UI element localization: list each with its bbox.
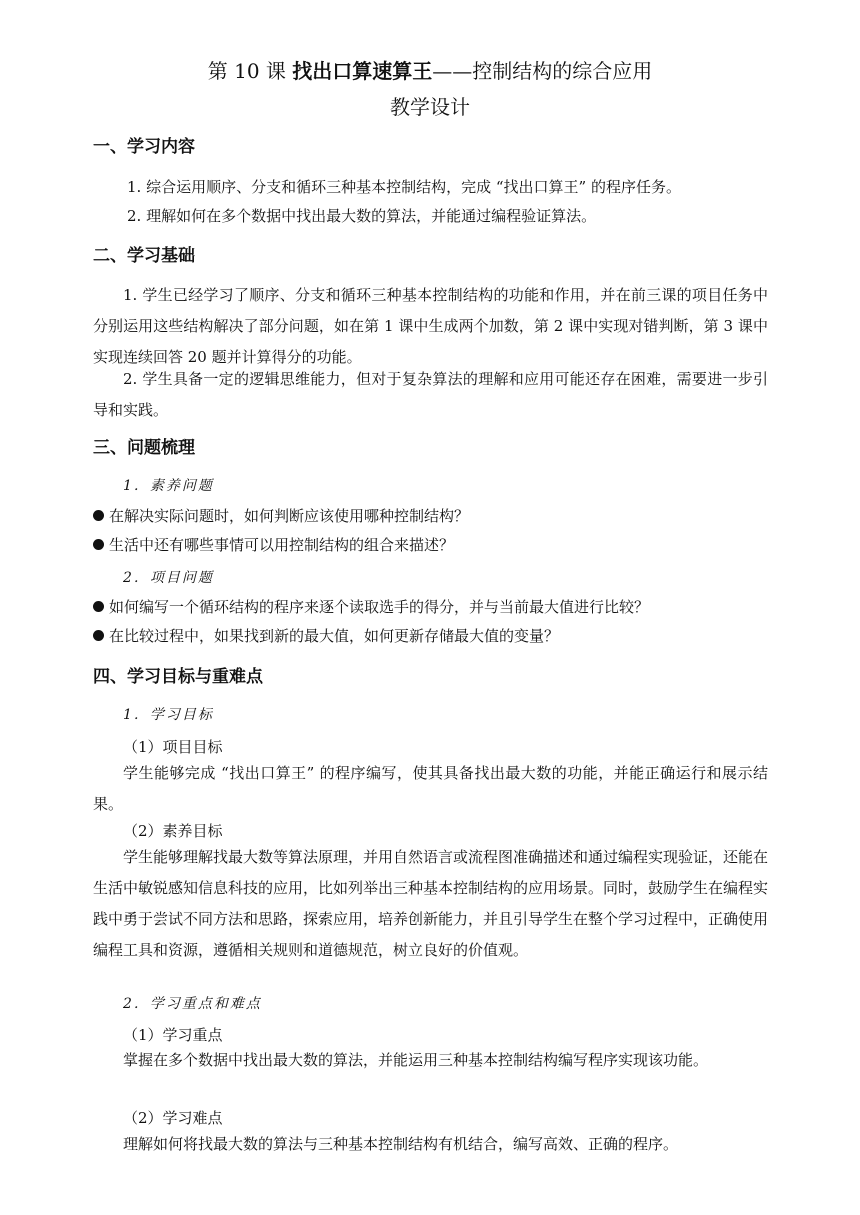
subheading: 2．项目问题: [123, 570, 214, 586]
section-heading-1: 一、学习内容: [93, 137, 195, 157]
subheading: 1．学习目标: [123, 707, 214, 723]
paragraph: 学生能够理解找最大数等算法原理，并用自然语言或流程图准确描述和通过编程实现验证，还能在生活中敏锐感知信息科技的应用，比如列举出三种基本控制结构的应用场景。同时，鼓励学生在编程实践中勇于尝试不同方法和思路，探索应用，培养创新能力，并且引导学生在整个学习过程中，正确使用编程工具和资源，遵循相关规则和道德规范，树立良好的价值观。: [93, 848, 769, 959]
bullet-item: 生活中还有哪些事情可以用控制结构的组合来描述？: [93, 532, 454, 558]
bullet-item: 在比较过程中，如果找到新的最大值，如何更新存储最大值的变量？: [93, 623, 559, 649]
bullet-icon: [93, 630, 104, 641]
bullet-item: 如何编写一个循环结构的程序来逐个读取选手的得分，并与当前最大值进行比较？: [93, 594, 649, 620]
page-title: [0, 56, 860, 86]
bullet-icon: [93, 601, 104, 612]
title-suffix: ——控制结构的综合应用: [432, 59, 653, 83]
goal-label: （2）素养目标: [123, 822, 223, 840]
page-subtitle: 教学设计: [390, 95, 470, 119]
subheading: 1．素养问题: [123, 478, 214, 494]
bullet-icon: [93, 539, 104, 550]
paragraph: 2. 学生具备一定的逻辑思维能力，但对于复杂算法的理解和应用可能还存在困难，需要进一步引导和实践。: [93, 370, 768, 419]
list-item: 2. 理解如何在多个数据中找出最大数的算法，并能通过编程验证算法。: [127, 207, 597, 225]
paragraph: 理解如何将找最大数的算法与三种基本控制结构有机结合，编写高效、正确的程序。: [123, 1135, 679, 1153]
bullet-icon: [93, 510, 104, 521]
section-heading-4: 四、学习目标与重难点: [93, 667, 263, 687]
section-heading-3: 三、问题梳理: [93, 438, 195, 458]
subheading: 2．学习重点和难点: [123, 996, 262, 1012]
title-strong: 找出口算速算王: [292, 59, 433, 83]
section-heading-2: 二、学习基础: [93, 246, 195, 266]
paragraph: 1. 学生已经学习了顺序、分支和循环三种基本控制结构的功能和作用，并在前三课的项目任务中分别运用这些结构解决了部分问题，如在第 1 课中生成两个加数，第 2 课中实现对错判断，第 3 课中实现连续回答 20 题并计算得分的功能。: [93, 286, 768, 366]
goal-label: （1）项目目标: [123, 738, 223, 756]
bullet-item: 在解决实际问题时，如何判断应该使用哪种控制结构？: [93, 503, 469, 529]
goal-label: （2）学习难点: [123, 1109, 223, 1127]
title-prefix: 第 10 课: [207, 59, 293, 83]
paragraph: 掌握在多个数据中找出最大数的算法，并能运用三种基本控制结构编写程序实现该功能。: [123, 1051, 709, 1069]
paragraph: 学生能够完成 “找出口算王” 的程序编写，使其具备找出最大数的功能，并能正确运行和展示结果。: [93, 764, 768, 813]
list-item: 1. 综合运用顺序、分支和循环三种基本控制结构，完成 “找出口算王” 的程序任务。: [127, 178, 681, 196]
goal-label: （1）学习重点: [123, 1026, 223, 1044]
